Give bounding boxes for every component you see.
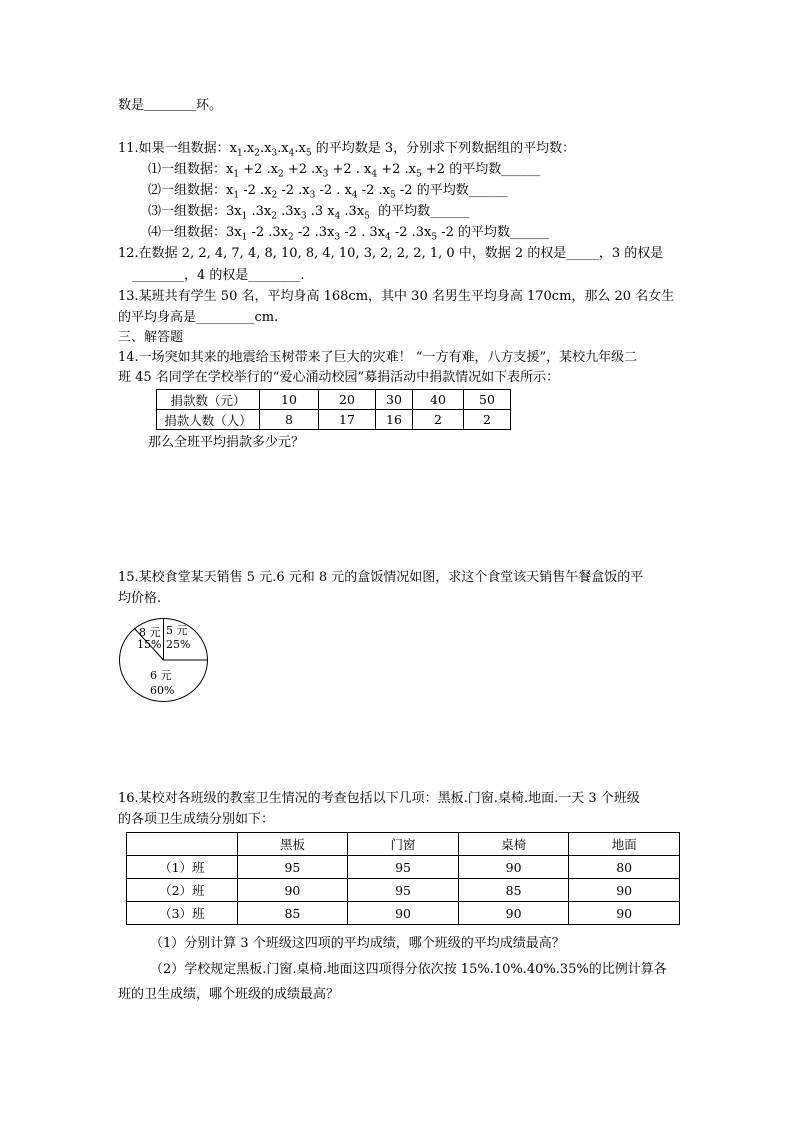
slice-5-label: 5 元 — [166, 624, 188, 637]
q14-line2: 班 45 名同学在学校举行的“爱心涌动校园”募捐活动中捐款情况如下表所示： — [118, 370, 560, 385]
table-cell — [127, 833, 238, 856]
table-cell: 90 — [458, 856, 569, 879]
table-cell: （2）班 — [127, 879, 238, 902]
line-q10-end: 数是＿＿＿＿环。 — [118, 98, 223, 113]
table-row — [127, 879, 680, 902]
table-cell: 80 — [569, 856, 680, 879]
table-cell: 95 — [348, 856, 459, 879]
slice-6-percent: 60% — [150, 684, 175, 697]
table-cell: 90 — [569, 879, 680, 902]
table-cell: 2 — [464, 410, 511, 430]
q12-line2: ________，4 的权是________. — [132, 268, 305, 283]
slice-6-label: 6 元 — [150, 669, 172, 682]
table-cell: （3）班 — [127, 902, 238, 925]
section-3-title: 三、解答题 — [118, 330, 184, 345]
q14-line1: 14.一场突如其来的地震给玉树带来了巨大的灾难！ “一方有难，八方支援”，某校九年级二 — [118, 350, 638, 365]
q11-part1: ⑴一组数据：$x_1 +2$ $.x_2 +2$ $.x_3 +2$ . $x_4 +2$ $.x_5 +2$ 的平均数______ — [148, 162, 541, 180]
table-cell: 桌椅 — [458, 833, 569, 856]
q11-part2: ⑵一组数据：$x_1$ -2 $.x_2$ -2 $.x_3$ -2 . $x_4$ -2 $.x_5$ -2 的平均数______ — [148, 183, 508, 201]
table-cell: 10 — [260, 390, 319, 410]
slice-8-label: 8 元 — [139, 626, 161, 639]
table-cell: 85 — [458, 879, 569, 902]
hygiene-score-table — [126, 832, 680, 925]
table-row — [157, 390, 511, 410]
table-cell: 8 — [260, 410, 319, 430]
table-cell: 捐款数（元） — [157, 390, 260, 410]
table-cell: 2 — [413, 410, 464, 430]
table-cell: 地面 — [569, 833, 680, 856]
table-cell: 黑板 — [237, 833, 348, 856]
q13-line2: 的平均身高是_________cm. — [118, 310, 279, 325]
table-cell: 90 — [569, 902, 680, 925]
table-row — [157, 410, 511, 430]
q11-part4: ⑷一组数据：$3x_1$ -2 $.3x_2$ -2 $.3x_3$ -2 . $3x_4$ -2 $.3x_5$ -2 的平均数______ — [148, 225, 550, 243]
table-cell: 30 — [376, 390, 413, 410]
table-cell: 95 — [237, 856, 348, 879]
table-cell: 95 — [348, 879, 459, 902]
slice-8-percent: 15% — [137, 638, 162, 651]
q16-part1: （1）分别计算 3 个班级这四项的平均成绩，哪个班级的平均成绩最高？ — [150, 936, 565, 951]
table-row — [127, 833, 680, 856]
table-cell: 90 — [237, 879, 348, 902]
q14-question: 那么全班平均捐款多少元？ — [148, 435, 305, 450]
q16-part2-line1: （2）学校规定黑板.门窗.桌椅.地面这四项得分依次按 15%.10%.40%.35%的比例计算各 — [150, 962, 667, 977]
q16-part2-line2: 班的卫生成绩，哪个班级的成绩最高？ — [118, 987, 340, 1002]
q16-line1: 16.某校对各班级的教室卫生情况的考查包括以下几项：黑板.门窗.桌椅.地面.一天 3 个班级 — [118, 791, 640, 806]
q16-line2: 的各项卫生成绩分别如下： — [118, 812, 275, 827]
table-cell: 40 — [413, 390, 464, 410]
q15-line1: 15.某校食堂某天销售 5 元.6 元和 8 元的盒饭情况如图，求这个食堂该天销售午餐盒饭的平 — [118, 570, 644, 585]
table-cell: 门窗 — [348, 833, 459, 856]
table-cell: 85 — [237, 902, 348, 925]
donation-table — [156, 389, 511, 430]
table-cell: 90 — [458, 902, 569, 925]
table-cell: 20 — [319, 390, 376, 410]
q11-stem: 11.如果一组数据：$x_1.x_2.x_3.x_4.x_5$ 的平均数是 3，分别求下列数据组的平均数： — [118, 141, 576, 159]
table-cell: （1）班 — [127, 856, 238, 879]
q12-line1: 12.在数据 2, 2, 4, 7, 4, 8, 10, 8, 4, 10, 3, 2, 2, 2, 1, 0 中，数据 2 的权是_____，3 的权是 — [118, 246, 664, 261]
q13-line1: 13.某班共有学生 50 名，平均身高 168cm，其中 30 名男生平均身高 170cm，那么 20 名女生 — [118, 289, 675, 304]
table-cell: 50 — [464, 390, 511, 410]
table-cell: 16 — [376, 410, 413, 430]
table-cell: 捐款人数（人） — [157, 410, 260, 430]
table-cell: 17 — [319, 410, 376, 430]
lunch-price-pie-chart — [118, 617, 210, 703]
table-cell: 90 — [348, 902, 459, 925]
table-row — [127, 902, 680, 925]
q15-line2: 均价格. — [118, 591, 162, 606]
table-row — [127, 856, 680, 879]
q11-part3: ⑶一组数据：$3x_1$ $.3x_2$ $.3x_3$ .3 $x_4$ $.3x_5$ 的平均数______ — [148, 204, 470, 222]
slice-5-percent: 25% — [166, 638, 191, 651]
